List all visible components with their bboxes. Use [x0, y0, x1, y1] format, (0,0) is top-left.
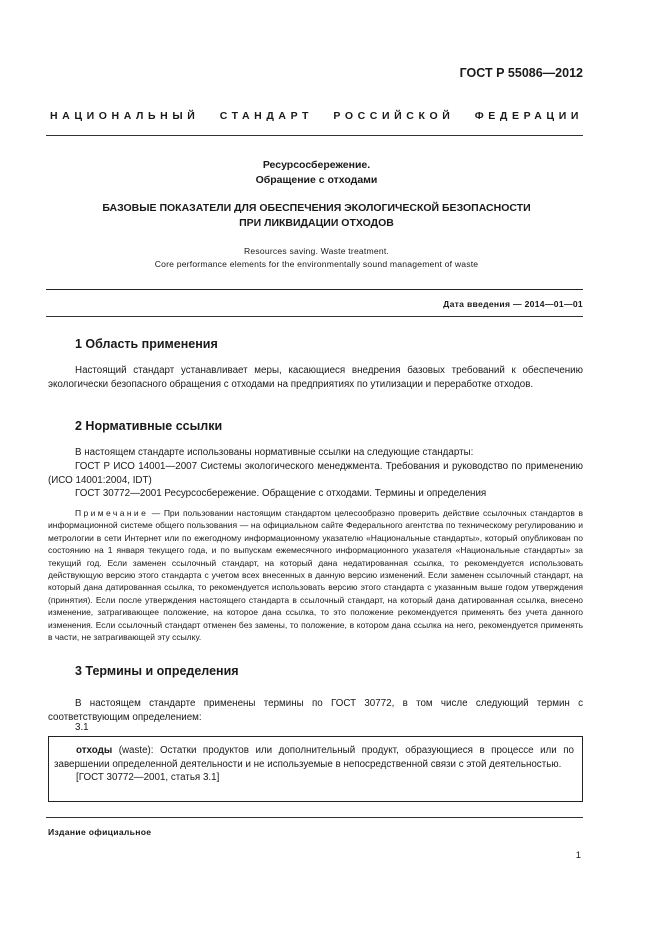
- note-text: — При пользовании настоящим стандартом целесообразно проверить действие ссылочных стандартов в информационной системе общего пользования — на официальном сайте Федерального агентства по техническому регулированию и метрологии в сети Интернет или по ежегодному информационному указателю «Национальные стандарты», который опубликован по состоянию на 1 января текущего года, и по выпускам ежемесячного информационного указателя «Национальные стандарты» за текущий год. Если заменен ссылочный стандарт, на который дана недатированная ссылка, то рекомендуется использовать действующую версию этого стандарта с учетом всех внесенных в данную версию изменений. Если заменен ссылочный стандарт, на который дана датированная ссылка, то рекомендуется использовать версию этого стандарта с указанным выше годом утверждения (принятия). Если после утверждения настоящего стандарта в ссылочный стандарт, на который дана датированная ссылка, внесено изменение, затрагивающее положение, на которое дана ссылка, то это положение рекомендуется применять без учета данного изменения. Если ссылочный стандарт отменен без замены, то положение, в котором дана ссылка на него, рекомендуется применять в части, не затрагивающей эту ссылку.: [48, 508, 583, 643]
- section-2-intro: В настоящем стандарте использованы нормативные ссылки на следующие стандарты:: [75, 447, 474, 458]
- reference-gost-r-iso-14001: ГОСТ Р ИСО 14001—2007 Системы экологического менеджмента. Требования и руководство по применению (ИСО 14001:2004, IDT): [48, 461, 583, 486]
- edition-label: Издание официальное: [48, 827, 152, 837]
- date-divider: [46, 316, 583, 317]
- title-main-line2: ПРИ ЛИКВИДАЦИИ ОТХОДОВ: [239, 217, 394, 229]
- footer-divider: [46, 817, 583, 818]
- section-3-intro: В настоящем стандарте применены термины по ГОСТ 30772, в том числе следующий термин с соответствующим определением:: [48, 698, 583, 723]
- section-3-heading: 3 Термины и определения: [75, 664, 239, 678]
- term-definition-box: [48, 736, 583, 802]
- term-number: 3.1: [75, 722, 89, 733]
- note: [48, 507, 583, 643]
- page-number: 1: [575, 850, 581, 861]
- title-english-line2: Core performance elements for the environmentally sound management of waste: [154, 259, 479, 269]
- document-number: ГОСТ Р 55086—2012: [459, 66, 583, 80]
- title-divider: [46, 289, 583, 290]
- term-definition-text: (waste): Остатки продуктов или дополнительный продукт, образующиеся в процессе или по завершении определенной деятельности и не используемые в непосредственной связи с этой деятельностью.: [54, 745, 574, 770]
- title-main: БАЗОВЫЕ ПОКАЗАТЕЛИ ДЛЯ ОБЕСПЕЧЕНИЯ ЭКОЛОГИЧЕСКОЙ БЕЗОПАСНОСТИ: [102, 202, 531, 214]
- header-divider: [46, 135, 583, 136]
- term-source: [ГОСТ 30772—2001, статья 3.1]: [76, 772, 220, 783]
- term: отходы: [76, 745, 113, 756]
- title-subject-line2: Обращение с отходами: [255, 174, 378, 186]
- section-2-heading: 2 Нормативные ссылки: [75, 419, 223, 433]
- title-english: Resources saving. Waste treatment.: [244, 246, 389, 256]
- national-standard-heading: НАЦИОНАЛЬНЫЙ СТАНДАРТ РОССИЙСКОЙ ФЕДЕРАЦИИ: [50, 110, 583, 122]
- title-subject: Ресурсосбережение.: [262, 159, 371, 171]
- reference-gost-30772: ГОСТ 30772—2001 Ресурсосбережение. Обращение с отходами. Термины и определения: [75, 488, 487, 499]
- note-label: Примечание: [75, 508, 149, 518]
- section-1-text: Настоящий стандарт устанавливает меры, касающиеся внедрения базовых требований к обеспечению экологически безопасного обращения с отходами на предприятиях по утилизации и переработке отходов.: [48, 365, 583, 390]
- section-1-heading: 1 Область применения: [75, 337, 218, 351]
- introduction-date: Дата введения — 2014—01—01: [443, 299, 583, 309]
- term-definition: [54, 744, 574, 771]
